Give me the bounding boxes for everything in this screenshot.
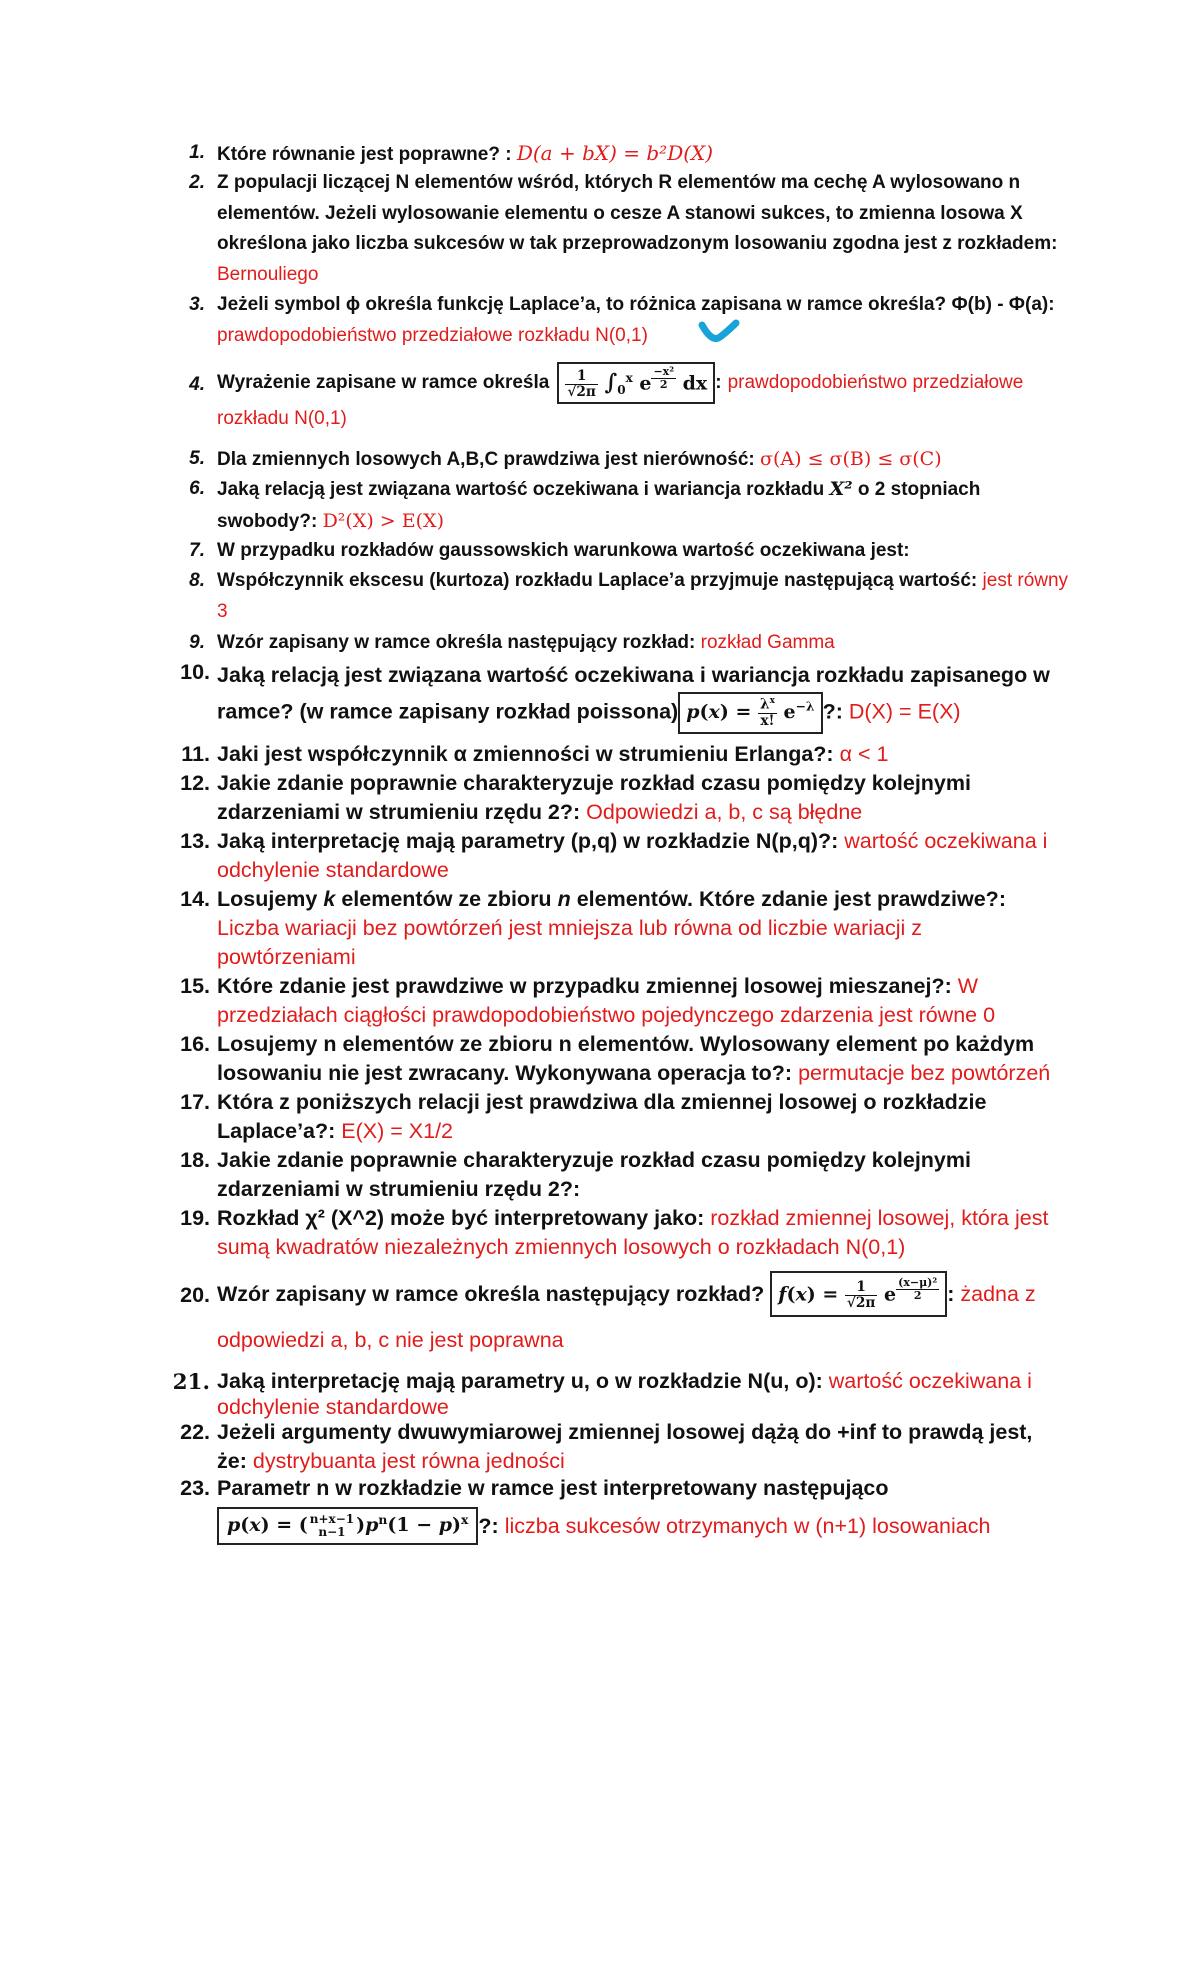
answer-text: rozkładu N(0,1) [217,408,347,429]
question-number: 20. [180,1283,210,1307]
question-text: Jaką interpretację mają parametry (p,q) w rozkładzie N(p,q)?: [217,829,839,853]
answer-text: liczba sukcesów otrzymanych w (n+1) losowaniach [504,1513,991,1538]
question-number: 8. [189,570,205,591]
question-number: 2. [189,172,205,193]
question-number: 16. [180,1032,210,1056]
question-number: 22. [180,1420,210,1444]
check-tick-icon [698,319,740,345]
question-text: Jaki jest współczynnik α zmienności w strumieniu Erlanga?: [217,742,834,766]
answer-text: Liczba wariacji bez powtórzeń jest mniejsza lub równa od liczbie wariacji z powtórzeniami [217,916,923,969]
question-text: Jaką relacją jest związana wartość oczekiwana i wariancja rozkładu zapisanego w ramce? (w ramce zapisany rozkład poissona) [217,663,1050,724]
chi-square-symbol: X² [829,478,853,500]
question-text: Które zdanie jest prawdziwe w przypadku zmiennej losowej mieszanej?: [217,974,952,998]
answer-text: wartość oczekiwana i odchylenie standardowe [217,1369,1032,1419]
answer-text: prawdopodobieństwo przedziałowe [727,371,1024,393]
answer-text: permutacje bez powtórzeń [798,1061,1051,1085]
document-page: 1. Które równanie jest poprawne? : D(a + bX) = b²D(X) 2. Z populacji liczącej N elementów wśród, których R elementów ma cechę A wylosowano n elementów. Jeżeli wylosowanie elementu o cesze A stanowi sukces, to zmienna losowa X określona jako liczba sukcesów w tak przeprowadzonym losowaniu zgodna jest z rozkładem: Bernouliego 3. Jeżeli symbol ɸ określa funkcję Laplace’a, to różnica zapisana w ramce określa? Ф(b) - Ф(a): prawdopodobieństwo przedziałowe rozkładu N(0,1) 4. Wyrażenie zapisane w ramce określa $\frac{1}{√2\pi}$ $\int_0^x$ e $^{\frac{\text{−x²}}{2}}$ dx : prawdopodobieństwo przedziałowe rozkładu N(0,1) 5. Dla zmiennych losowych A,B,C prawdziwa jest nierówność: σ(A) ≤ σ(B) ≤ σ(C) 6. Jaką relacją jest związana wartość oczekiwana i wariancja rozkładu X² o 2 stopniach swobody?: D²(X) > E(X) 7. W przypadku rozkładów gaussowskich warunkowa wartość oczekiwana jest: 8. Współczynnik ekscesu (kurtoza) rozkładu Laplace’a przyjmuje następującą wartość: jest równy 3 9. Wzór zapisany w ramce określa następujący rozkład: rozkład Gamma 10. Jaką relacją jest związana wartość oczekiwana i wariancja rozkładu zapisanego w ramce? (w ramce zapisany rozkład poissona) p(x) = $\frac{\lambda^x}{x!}$ $e^{-\lambda}$ ?: D(X) = E(X) 11. Jaki jest współczynnik α zmienności w strumieniu Erlanga?: α < 1 12. Jakie zdanie poprawnie charakteryzuje rozkład czasu pomiędzy kolejnymi zdarzeniami w strumieniu rzędu 2?: Odpowiedzi a, b, c są błędne 13. Jaką interpretację mają parametry (p,q) w rozkładzie N(p,q)?: wartość oczekiwana i odchylenie standardowe 14. Losujemy k elementów ze zbioru n elementów. Które zdanie jest prawdziwe?: Liczba wariacji bez powtórzeń jest mniejsza lub równa od liczbie wariacji z powtórzeniami 15. Które zdanie jest prawdziwe w przypadku zmiennej losowej mieszanej?: W przedziałach ciągłości prawdopodobieństwo pojedynczego zdarzenia jest równe 0 16. Losujemy n elementów ze zbioru n elementów. Wylosowany element po każdym losowaniu nie jest zwracany. Wykonywana operacja to?: permutacje bez powtórzeń 17. Która z poniższych relacji jest prawdziwa dla zmiennej losowej o rozkładzie Laplace’a?: E(X) = X1/2 18. Jakie zdanie poprawnie charakteryzuje rozkład czasu pomiędzy kolejnymi zdarzeniami w strumieniu rzędu 2?: 19. Rozkład χ² (X^2) może być interpretowany jako: rozkład zmiennej losowej, która jest sumą kwadratów niezależnych zmiennych losowych o rozkładach N(0,1) 20. Wzór zapisany w ramce określa następujący rozkład? f(x) = $\frac{1}{√2\pi}$ e $^{\frac{\text{(x−μ)²}}{2}}$ : żadna z odpowiedzi a, b, c nie jest poprawna 21. Jaką interpretację mają parametry u, o w rozkładzie N(u, o): wartość oczekiwana i odchylenie standardowe 22. Jeżeli argumenty dwuwymiarowej zmiennej losowej dążą do +inf to prawdą jest, że: dystrybuanta jest równa jedności 23. Parametr n w rozkładzie w ramce jest interpretowany następująco p(x) = ( n+x−1 n−1 )$p^n(1 - p)^x$ ?: liczba sukcesów otrzymanych w (n+1) losowaniach [0,0,1200,1976]
question-number: 1. [189,142,205,163]
answer-text: rozkład Gamma [700,632,835,653]
question-text: Wyrażenie zapisane w ramce określa [217,371,550,393]
answer-text: D(X) = E(X) [848,699,961,724]
question-number: 3. [189,294,205,315]
formula-box: p(x) = $\frac{\lambda^x}{x!}$ $e^{-\lambda}$ [678,692,822,734]
answer-text: σ(A) ≤ σ(B) ≤ σ(C) [760,448,942,470]
question-text: Jakie zdanie poprawnie charakteryzuje rozkład czasu pomiędzy kolejnymi zdarzeniami w strumieniu rzędu 2?: [217,771,971,824]
question-number: 18. [180,1148,210,1172]
answer-text: D²(X) > E(X) [322,509,444,532]
formula-box: f(x) = $\frac{1}{√2\pi}$ e $^{\frac{\text{(x−μ)²}}{2}}$ [770,1271,947,1317]
question-number: 14. [180,887,210,911]
question-number: 21. [172,1370,210,1395]
question-number: 12. [180,771,210,795]
question-number: 7. [189,540,205,561]
question-text: Wzór zapisany w ramce określa następujący rozkład: [217,632,696,653]
question-number: 15. [180,974,210,998]
answer-text: rozkład zmiennej losowej, która jest sumą kwadratów niezależnych zmiennych losowych o rozkładach N(0,1) [217,1206,1049,1259]
answer-text: dystrybuanta jest równa jedności [252,1449,565,1473]
answer-text: jest równy 3 [217,570,1069,622]
answer-text: E(X) = X1/2 [341,1119,454,1143]
answer-text: W przedziałach ciągłości prawdopodobieństwo pojedynczego zdarzenia jest równe 0 [217,974,996,1027]
question-text: Współczynnik ekscesu (kurtoza) rozkładu Laplace’a przyjmuje następującą wartość: [217,570,978,591]
question-text: Losujemy n elementów ze zbioru n elementów. Wylosowany element po każdym losowaniu nie jest zwracany. Wykonywana operacja to?: [217,1032,1035,1085]
question-text: Parametr n w rozkładzie w ramce jest interpretowany następująco [217,1476,889,1500]
question-text: Losujemy [217,887,318,911]
question-number: 19. [180,1206,210,1230]
answer-text: żadna z [960,1281,1036,1306]
formula: D(a + bX) = b²D(X) [516,141,714,165]
answer-text: α < 1 [839,742,889,766]
question-text: Jeżeli argumenty dwuwymiarowej zmiennej losowej dążą do +inf to prawdą jest, że: [217,1420,1033,1473]
question-text: Wzór zapisany w ramce określa następujący rozkład? [217,1281,765,1306]
question-number: 9. [189,632,205,653]
question-number: 5. [189,448,205,469]
answer-text: prawdopodobieństwo przedziałowe rozkładu N(0,1) [217,324,648,346]
question-number: 13. [180,829,210,853]
question-number: 17. [180,1090,210,1114]
formula-box: p(x) = ( n+x−1 n−1 )$p^n(1 - p)^x$ [217,1507,478,1545]
answer-text: odpowiedzi a, b, c nie jest poprawna [217,1328,564,1352]
question-text: Dla zmiennych losowych A,B,C prawdziwa jest nierówność: [217,449,755,470]
answer-text: wartość oczekiwana i odchylenie standardowe [217,829,1048,882]
question-text: Rozkład χ² (X^2) może być interpretowany jako: [217,1206,705,1230]
question-text: Jakie zdanie poprawnie charakteryzuje rozkład czasu pomiędzy kolejnymi zdarzeniami w strumieniu rzędu 2?: [217,1148,971,1201]
question-number: 6. [189,478,205,499]
question-number: 23. [180,1476,210,1500]
question-text: Jeżeli symbol ɸ określa funkcję Laplace’a, to różnica zapisana w ramce określa? Ф(b) - Ф(a): [217,294,1055,315]
question-number: 10. [180,660,210,684]
question-text: Z populacji liczącej N elementów wśród, których R elementów ma cechę A wylosowano n elementów. Jeżeli wylosowanie elementu o cesze A stanowi sukces, to zmienna losowa X określona jako liczba sukcesów w tak przeprowadzonym losowaniu zgodna jest z rozkładem: [217,172,1058,254]
formula-box: $\frac{1}{√2\pi}$ $\int_0^x$ e $^{\frac{\text{−x²}}{2}}$ dx [557,362,715,404]
question-text: Która z poniższych relacji jest prawdziwa dla zmiennej losowej o rozkładzie Laplace’a?: [217,1090,987,1143]
answer-text: Odpowiedzi a, b, c są błędne [586,800,863,824]
question-text: Które równanie jest poprawne? : [217,144,512,165]
question-text: W przypadku rozkładów gaussowskich warunkowa wartość oczekiwana jest: [217,540,910,561]
question-number: 4. [189,374,205,395]
question-text: Jaką relacją jest związana wartość oczekiwana i wariancja rozkładu [217,479,825,500]
answer-text: Bernouliego [217,263,319,285]
question-number: 11. [181,742,210,766]
question-text: Jaką interpretację mają parametry u, o w rozkładzie N(u, o): [217,1369,823,1393]
